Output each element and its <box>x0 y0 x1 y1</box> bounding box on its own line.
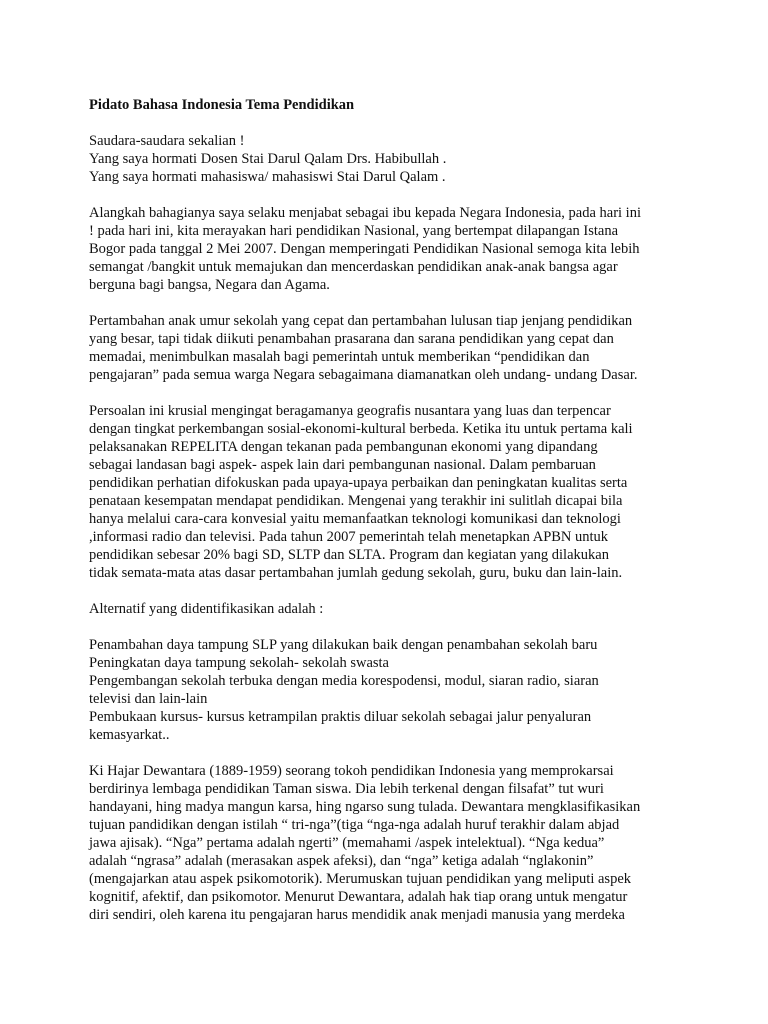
text-line: Pengembangan sekolah terbuka dengan media korespodensi, modul, siaran radio, siaran <box>89 673 599 689</box>
text-line: kognitif, afektif, dan psikomotor. Menurut Dewantara, adalah hak tiap orang untuk mengatur <box>89 889 628 905</box>
text-line: ,informasi radio dan televisi. Pada tahun 2007 pemerintah telah menetapkan APBN untuk <box>89 529 609 545</box>
text-line: berdirinya lembaga pendidikan Taman siswa. Dia lebih terkenal dengan filsafat” tut wuri <box>89 781 604 797</box>
text-line: Bogor pada tanggal 2 Mei 2007. Dengan memperingati Pendidikan Nasional semoga kita lebih <box>89 241 640 257</box>
document-title: Pidato Bahasa Indonesia Tema Pendidikan <box>89 97 355 113</box>
text-line: pengajaran” pada semua warga Negara sebagaimana diamanatkan oleh undang- undang Dasar. <box>89 367 638 383</box>
text-line: berguna bagi bangsa, Negara dan Agama. <box>89 277 330 293</box>
text-line: ! pada hari ini, kita merayakan hari pendidikan Nasional, yang bertempat dilapangan Istana <box>89 223 619 239</box>
text-line: (mengajarkan atau aspek psikomotorik). Merumuskan tujuan pendidikan yang meliputi aspek <box>89 871 632 887</box>
text-line: Alangkah bahagianya saya selaku menjabat sebagai ibu kepada Negara Indonesia, pada hari ini <box>89 205 641 221</box>
text-line: Ki Hajar Dewantara (1889-1959) seorang tokoh pendidikan Indonesia yang memprokarsai <box>89 763 614 779</box>
text-line: jawa ajisak). “Nga” pertama adalah ngerti” (memahami /aspek intelektual). “Nga kedua” <box>89 835 605 851</box>
text-line: hanya melalui cara-cara konvesial yaitu memanfaatkan teknologi komunikasi dan teknologi <box>89 511 621 527</box>
text-line: Pembukaan kursus- kursus ketrampilan praktis diluar sekolah sebagai jalur penyaluran <box>89 709 592 725</box>
greeting-line: Saudara-saudara sekalian ! <box>89 133 245 149</box>
paragraph-5 <box>89 636 669 744</box>
text-line: diri sendiri, oleh karena itu pengajaran harus mendidik anak menjadi manusia yang merdeka <box>89 907 625 923</box>
text-line: tidak semata-mata atas dasar pertambahan jumlah gedung sekolah, guru, buku dan lain-lain. <box>89 565 623 581</box>
document-page <box>89 96 669 942</box>
text-line: handayani, hing madya mangun karsa, hing ngarso sung tulada. Dewantara mengklasifikasikan <box>89 799 641 815</box>
text-line: pelaksanakan REPELITA dengan tekanan pada pembangunan ekonomi yang dipandang <box>89 439 598 455</box>
text-line: Alternatif yang didentifikasikan adalah : <box>89 601 324 617</box>
text-line: penataan kesempatan mendapat pendidikan. Mengenai yang terakhir ini sulitlah dicapai bila <box>89 493 623 509</box>
text-line: tujuan pandidikan dengan istilah “ tri-nga”(tiga “nga-nga adalah huruf terakhir dalam abjad <box>89 817 620 833</box>
text-line: Peningkatan daya tampung sekolah- sekolah swasta <box>89 655 389 671</box>
text-line: semangat /bangkit untuk memajukan dan mencerdaskan pendidikan anak-anak bangsa agar <box>89 259 618 275</box>
text-line: sebagai landasan bagi aspek- aspek lain dari pembangunan nasional. Dalam pembaruan <box>89 457 596 473</box>
text-line: dengan tingkat perkembangan sosial-ekonomi-kultural berbeda. Ketika itu untuk pertama kali <box>89 421 633 437</box>
text-line: memadai, menimbulkan masalah bagi pemerintah untuk memberikan “pendidikan dan <box>89 349 590 365</box>
text-line: pendidikan perhatian difokuskan pada upaya-upaya perbaikan dan peningkatan kualitas serta <box>89 475 628 491</box>
paragraph-4 <box>89 600 669 618</box>
text-line: kemasyarkat.. <box>89 727 170 743</box>
text-line: yang besar, tapi tidak diikuti penambahan prasarana dan sarana pendidikan yang cepat dan <box>89 331 614 347</box>
paragraph-2 <box>89 312 669 384</box>
text-line: pendidikan sebesar 20% bagi SD, SLTP dan SLTA. Program dan kegiatan yang dilakukan <box>89 547 609 563</box>
greeting-line: Yang saya hormati Dosen Stai Darul Qalam Drs. Habibullah . <box>89 151 447 167</box>
paragraph-1 <box>89 204 669 294</box>
paragraph-3 <box>89 402 669 582</box>
text-line: Persoalan ini krusial mengingat beragamanya geografis nusantara yang luas dan terpencar <box>89 403 611 419</box>
text-line: adalah “ngrasa” adalah (merasakan aspek afeksi), dan “nga” ketiga adalah “nglakonin” <box>89 853 594 869</box>
text-line: Pertambahan anak umur sekolah yang cepat dan pertambahan lulusan tiap jenjang pendidikan <box>89 313 633 329</box>
text-line: Penambahan daya tampung SLP yang dilakukan baik dengan penambahan sekolah baru <box>89 637 598 653</box>
text-line: televisi dan lain-lain <box>89 691 208 707</box>
paragraph-6 <box>89 762 669 924</box>
greeting-block <box>89 132 669 186</box>
greeting-line: Yang saya hormati mahasiswa/ mahasiswi Stai Darul Qalam . <box>89 169 446 185</box>
